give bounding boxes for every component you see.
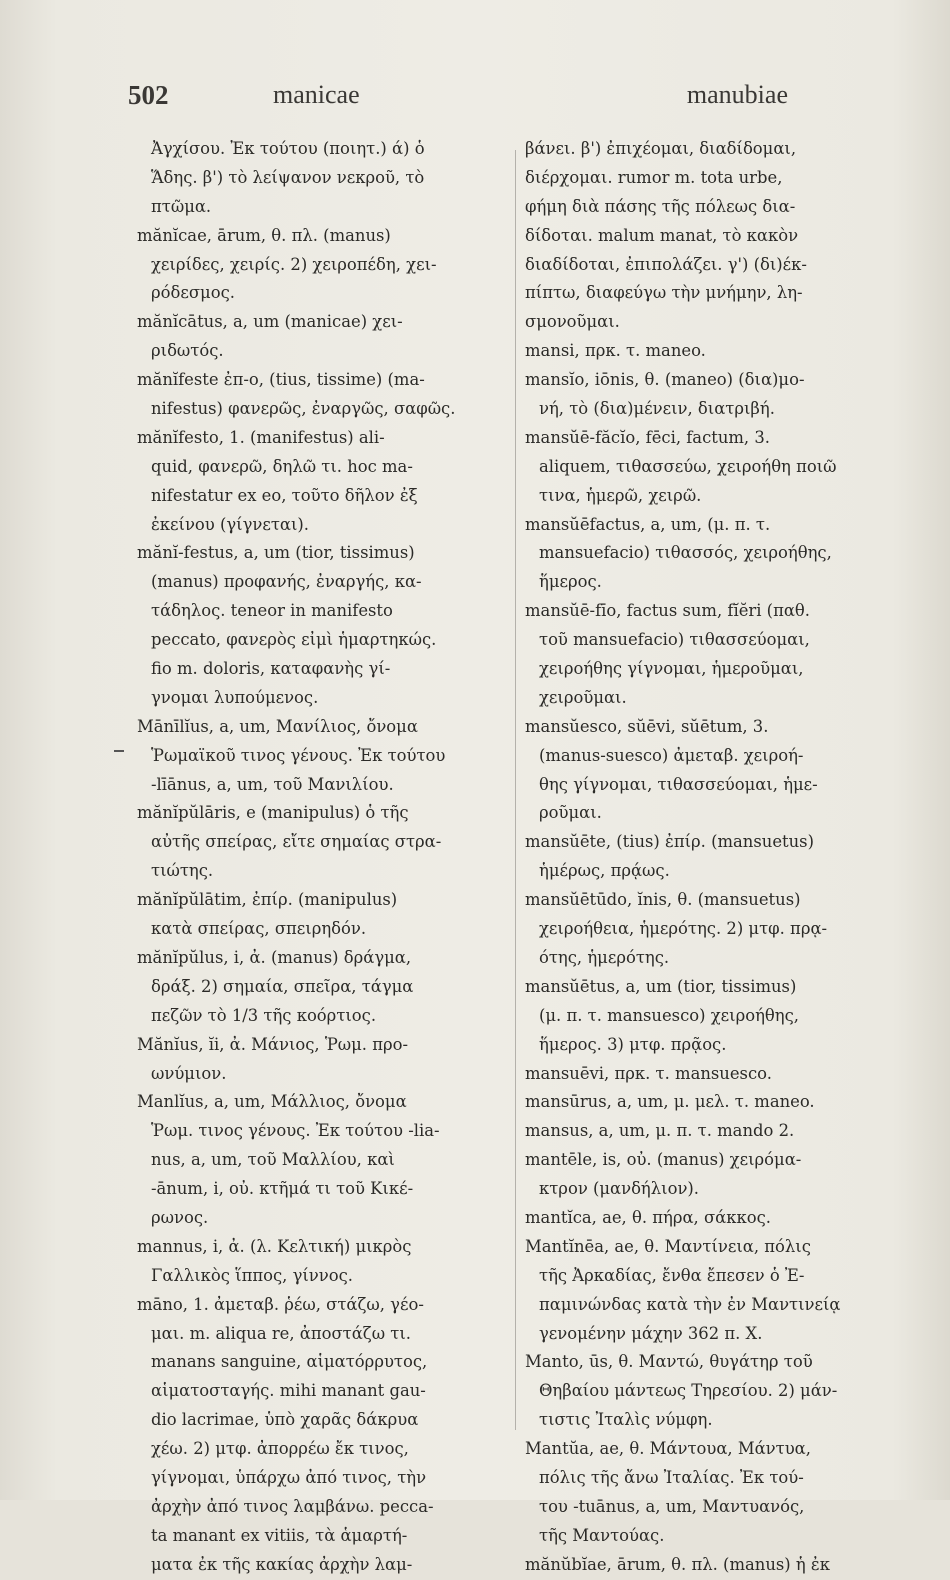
entry-line: τοῦ mansuefacio) τιθασσεύομαι, (539, 630, 810, 650)
entry-line: τάδηλος. teneor in manifesto (151, 601, 393, 621)
entry-line: αἱματοσταγής. mihi manant gau- (151, 1381, 426, 1401)
right-column (525, 135, 905, 1574)
entry-line: Ῥωμαϊκοῦ τινος γένους. Ἐκ τούτου (151, 745, 446, 765)
entry-line: ότης, ἡμερότης. (539, 947, 670, 967)
entry-line: Mantĭnēa, ae, θ. Μαντίνεια, πόλις (525, 1236, 811, 1256)
entry-line: ἥμερος. 3) μτφ. πρᾷος. (539, 1034, 727, 1054)
entry-line: μαι. m. aliqua re, ἀποστάζω τι. (151, 1323, 411, 1343)
entry-line: mănĭcae, ārum, θ. πλ. (manus) (137, 225, 391, 245)
entry-line: χειροῦμαι. (539, 687, 627, 707)
entry-line: φήμη διὰ πάσης τῆς πόλεως δια- (525, 196, 796, 216)
entry-line: (μ. π. τ. mansuesco) χειροήθης, (539, 1005, 800, 1025)
entry-line: mannus, i, ἀ. (λ. Κελτική) μικρὸς (137, 1236, 412, 1256)
entry-line: -ānum, i, οὐ. κτῆμά τι τοῦ Κικέ- (151, 1179, 414, 1199)
left-column (137, 135, 517, 1574)
entry-line: nus, a, um, τοῦ Μαλλίου, καὶ (151, 1150, 395, 1170)
entry-line: του -tuānus, a, um, Μαντυανός, (539, 1496, 805, 1516)
entry-line: ta manant ex vitiis, τὰ ἁμαρτή- (151, 1525, 408, 1545)
entry-line: νή, τὸ (δια)μένειν, διατριβή. (539, 399, 775, 419)
entry-line: -līānus, a, um, τοῦ Μανιλίου. (151, 774, 394, 794)
entry-line: χέω. 2) μτφ. ἀπορρέω ἔκ τινος, (151, 1439, 409, 1459)
entry-line: mansuefacio) τιθασσός, χειροήθης, (539, 543, 832, 563)
entry-line: ρωνος. (151, 1207, 209, 1227)
entry-line: mantĭca, ae, θ. πήρα, σάκκος. (525, 1207, 771, 1227)
entry-line: θης γίγνομαι, τιθασσεύομαι, ἡμε- (539, 774, 818, 794)
entry-line: σμονοῦμαι. (525, 312, 620, 332)
entry-line: mansŭē-făcĭo, fēci, factum, 3. (525, 427, 770, 447)
entry-line: dio lacrimae, ὑπὸ χαρᾶς δάκρυα (151, 1410, 419, 1430)
entry-line: Manto, ūs, θ. Μαντώ, θυγάτηρ τοῦ (525, 1352, 813, 1372)
entry-line: ροῦμαι. (539, 803, 602, 823)
entry-line: ἥμερος. (539, 572, 602, 592)
entry-line: mansus, a, um, μ. π. τ. mando 2. (525, 1121, 795, 1141)
entry-line: peccato, φανερὸς εἰμὶ ἡμαρτηκώς. (151, 630, 437, 650)
entry-line: Γαλλικὸς ἵππος, γίννος. (151, 1265, 353, 1285)
entry-line: πεζῶν τὸ 1/3 τῆς κοόρτιος. (151, 1005, 377, 1025)
entry-line: mantēle, is, οὐ. (manus) χειρόμα- (525, 1150, 802, 1170)
entry-line: δράξ. 2) σημαία, σπεῖρα, τάγμα (151, 976, 414, 996)
entry-line: παμινώνδας κατὰ τὴν ἐν Μαντινείᾳ (539, 1294, 841, 1314)
entry-line: Θηβαίου μάντεως Τηρεσίου. 2) μάν- (539, 1381, 838, 1401)
entry-line: χειροήθης γίγνομαι, ἡμεροῦμαι, (539, 659, 804, 679)
entry-line: mănĭpŭlātim, ἐπίρ. (manipulus) (137, 890, 398, 910)
entry-line: διαδίδοται, ἐπιπολάζει. γ') (δι)έκ- (525, 254, 807, 274)
entry-line: mansūrus, a, um, μ. μελ. τ. maneo. (525, 1092, 815, 1112)
entry-line: γενομένην μάχην 362 π. Χ. (539, 1323, 763, 1343)
entry-line: manans sanguine, αἱματόρρυτος, (151, 1352, 428, 1372)
entry-line: mănĭcātus, a, um (manicae) χει- (137, 312, 403, 332)
entry-line: mansŭētūdo, ĭnis, θ. (mansuetus) (525, 890, 801, 910)
entry-line: διέρχομαι. rumor m. tota urbe, (525, 167, 783, 187)
entry-line: Ῥωμ. τινος γένους. Ἐκ τούτου -lia- (151, 1121, 440, 1141)
entry-line: ἡμέρως, πρᾴως. (539, 861, 670, 881)
entry-line: (manus-suesco) ἀμεταβ. χειροή- (539, 745, 804, 765)
entry-line: κτρον (μανδήλιον). (539, 1179, 700, 1199)
entry-line: mănĭpŭlāris, e (manipulus) ὁ τῆς (137, 803, 409, 823)
entry-line: τῆς Μαντούας. (539, 1525, 665, 1545)
entry-line: κατὰ σπείρας, σπειρηδόν. (151, 919, 367, 939)
entry-line: nifestatur ex eo, τοῦτο δῆλον ἐξ (151, 485, 418, 505)
entry-line: πόλις τῆς ἄνω Ἰταλίας. Ἐκ τού- (539, 1467, 804, 1487)
entry-line: δίδοται. malum manat, τὸ κακὸν (525, 225, 799, 245)
entry-line: ρόδεσμος. (151, 283, 235, 303)
entry-line: πίπτω, διαφεύγω τὴν μνήμην, λη- (525, 283, 803, 303)
entry-line: nifestus) φανερῶς, ἐναργῶς, σαφῶς. (151, 399, 456, 419)
entry-line: ἐκείνου (γίγνεται). (151, 514, 309, 534)
entry-line: αὐτῆς σπείρας, εἴτε σημαίας στρα- (151, 832, 442, 852)
entry-line: πτῶμα. (151, 196, 212, 216)
entry-line: Mănĭus, ĭi, ἀ. Μάνιος, Ῥωμ. προ- (137, 1034, 409, 1054)
entry-line: Manlĭus, a, um, Μάλλιος, ὄνομα (137, 1092, 407, 1112)
entry-line: χειρίδες, χειρίς. 2) χειροπέδη, χει- (151, 254, 437, 274)
entry-line: τινα, ἡμερῶ, χειρῶ. (539, 485, 702, 505)
entry-line: χειροήθεια, ἡμερότης. 2) μτφ. πρᾳ- (539, 919, 828, 939)
entry-line: ριδωτός. (151, 341, 224, 361)
entry-line: (manus) προφανής, ἐναργής, κα- (151, 572, 422, 592)
entry-line: ἀρχὴν ἀπό τινος λαμβάνω. pecca- (151, 1496, 434, 1516)
entry-line: τιστις Ἰταλὶς νύμφη. (539, 1410, 713, 1430)
entry-line: mansi, πρκ. τ. maneo. (525, 341, 706, 361)
page-number: 502 (128, 80, 169, 110)
entry-line: mansŭētus, a, um (tior, tissimus) (525, 976, 797, 996)
guide-word-left: manicae (273, 80, 360, 109)
entry-line: mănĭfeste ἐπ-ο, (tius, tissime) (ma- (137, 370, 425, 390)
entry-line: mănĭpŭlus, i, ἀ. (manus) δράγμα, (137, 947, 412, 967)
margin-mark (114, 750, 124, 752)
entry-line: mănŭbĭae, ārum, θ. πλ. (manus) ἡ ἐκ (525, 1554, 830, 1574)
entry-line: mănĭfesto, 1. (manifestus) ali- (137, 427, 385, 447)
entry-line: mănĭ-festus, a, um (tior, tissimus) (137, 543, 415, 563)
entry-line: quid, φανερῶ, δηλῶ τι. hoc ma- (151, 456, 413, 476)
entry-line: τῆς Ἀρκαδίας, ἔνθα ἔπεσεν ὁ Ἐ- (539, 1265, 805, 1285)
entry-line: mansuēvi, πρκ. τ. mansuesco. (525, 1063, 772, 1083)
entry-line: mansŭē-fīo, factus sum, fĭĕri (παθ. (525, 601, 810, 621)
entry-line: Ἀγχίσου. Ἐκ τούτου (ποιητ.) ά) ὁ (151, 139, 425, 158)
entry-line: τιώτης. (151, 861, 214, 881)
entry-line: mansĭo, iōnis, θ. (maneo) (δια)μο- (525, 370, 805, 390)
entry-line: mansŭēte, (tius) ἐπίρ. (mansuetus) (525, 832, 814, 852)
entry-line: fio m. doloris, καταφανὴς γί- (151, 659, 391, 679)
entry-line: mansŭēfactus, a, um, (μ. π. τ. (525, 514, 771, 534)
entry-line: Mantŭa, ae, θ. Μάντουα, Μάντυα, (525, 1439, 811, 1459)
entry-line: māno, 1. ἀμεταβ. ῥέω, στάζω, γέο- (137, 1294, 424, 1314)
entry-line: γνομαι λυπούμενος. (151, 687, 319, 707)
entry-line: aliquem, τιθασσεύω, χειροήθη ποιῶ (539, 456, 837, 476)
entry-line: Ἅδης. β') τὸ λείψανον νεκροῦ, τὸ (151, 167, 425, 187)
page-header (128, 80, 788, 120)
entry-line: ματα ἐκ τῆς κακίας ἀρχὴν λαμ- (151, 1554, 413, 1574)
entry-line: ωνύμιον. (151, 1063, 227, 1083)
entry-line: βάνει. β') ἐπιχέομαι, διαδίδομαι, (525, 139, 797, 158)
column-divider (515, 150, 516, 1430)
entry-line: mansŭesco, sŭēvi, sŭētum, 3. (525, 716, 769, 736)
entry-line: Mānīlĭus, a, um, Μανίλιος, ὄνομα (137, 716, 418, 736)
guide-word-right: manubiae (686, 80, 788, 109)
entry-line: γίγνομαι, ὑπάρχω ἀπό τινος, τὴν (151, 1467, 427, 1487)
